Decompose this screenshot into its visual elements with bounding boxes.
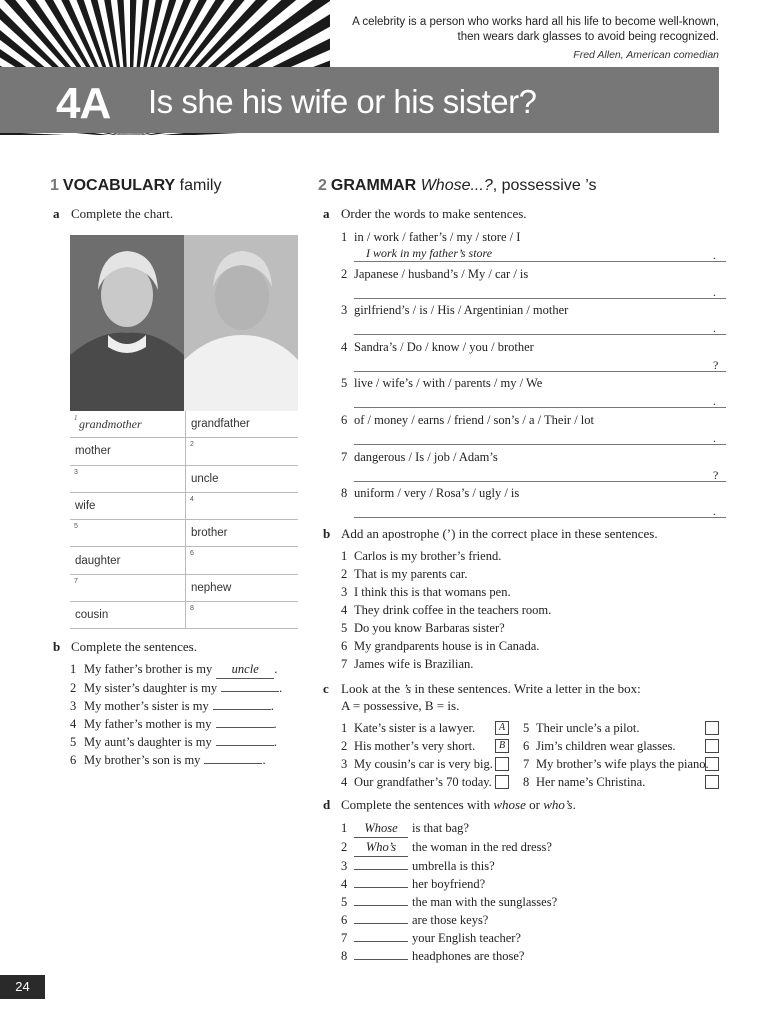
answer-box[interactable]: A bbox=[495, 721, 509, 735]
possessive-item bbox=[341, 737, 509, 755]
chart-word: daughter bbox=[75, 554, 121, 567]
unit-title: Is she his wife or his sister? bbox=[148, 83, 537, 120]
possessive-item bbox=[523, 773, 719, 791]
item-number: 6 bbox=[341, 639, 348, 653]
apostrophe-sentence bbox=[341, 583, 551, 601]
item-number: 1 bbox=[70, 662, 77, 676]
reorder-words bbox=[341, 301, 594, 319]
sentence-end: . bbox=[273, 717, 277, 731]
item-number: 6 bbox=[190, 550, 194, 558]
chart-cell-male bbox=[186, 411, 299, 438]
item-number: 5 bbox=[341, 621, 348, 635]
reorder-words bbox=[341, 484, 594, 502]
line-end: . bbox=[713, 394, 716, 409]
possessive-item bbox=[341, 773, 509, 791]
quote-author: Fred Allen, American comedian bbox=[573, 49, 719, 61]
quote-line-1: A celebrity is a person who works hard all his life to become well-known, bbox=[352, 16, 719, 28]
chart-word: mother bbox=[75, 445, 111, 458]
item-number: 4 bbox=[341, 775, 348, 789]
item-number: 3 bbox=[341, 585, 348, 599]
answer-blank[interactable]: uncle bbox=[216, 660, 274, 679]
vocab-a-instruction: a Complete the chart. bbox=[53, 206, 174, 221]
item-number: 5 bbox=[341, 376, 348, 391]
chart-cell-female bbox=[70, 602, 186, 629]
item-number: 7 bbox=[523, 757, 530, 771]
answer-box[interactable]: B bbox=[495, 739, 509, 753]
item-number: 1 bbox=[74, 414, 78, 422]
item-number: 3 bbox=[341, 303, 348, 318]
sentence-end: . bbox=[279, 681, 283, 695]
sentence-text: My grandparents house is in Canada. bbox=[354, 639, 540, 653]
chart-cell-female[interactable] bbox=[70, 574, 186, 601]
item-number: 6 bbox=[341, 913, 348, 927]
chart-cell-female[interactable] bbox=[70, 520, 186, 547]
possessive-item bbox=[523, 755, 719, 773]
line-end: . bbox=[713, 430, 716, 445]
answer-line[interactable] bbox=[354, 283, 726, 299]
possessive-item bbox=[523, 737, 719, 755]
whose-item bbox=[341, 929, 557, 947]
chart-row bbox=[70, 547, 298, 574]
item-number: 1 bbox=[341, 549, 348, 563]
answer-line[interactable] bbox=[354, 392, 726, 408]
sentence-text: Kate’s sister is a lawyer. bbox=[354, 721, 476, 735]
item-number: 7 bbox=[341, 931, 348, 945]
item-number: 4 bbox=[190, 495, 194, 503]
answer-box[interactable] bbox=[495, 775, 509, 789]
item-number: 1 bbox=[341, 230, 348, 244]
chart-word: wife bbox=[75, 500, 96, 513]
grammar-c-left-column bbox=[341, 719, 509, 791]
chart-row bbox=[70, 602, 298, 629]
item-number: 4 bbox=[341, 603, 348, 617]
reorder-prompt: Japanese / husband’s / My / car / is bbox=[354, 266, 529, 281]
whose-item bbox=[341, 819, 557, 838]
chart-row bbox=[70, 465, 298, 492]
apostrophe-sentence bbox=[341, 547, 551, 565]
page-number: 24 bbox=[0, 975, 45, 999]
reorder-words bbox=[341, 265, 594, 283]
sentence-text: your English teacher? bbox=[412, 931, 521, 945]
sentence-text: the woman in the red dress? bbox=[412, 840, 552, 854]
chart-cell-male[interactable] bbox=[186, 438, 299, 465]
quote-line-2: then wears dark glasses to avoid being recognized. bbox=[457, 31, 719, 43]
chart-cell-male bbox=[186, 520, 299, 547]
grammar-d-list bbox=[341, 819, 557, 965]
item-number: 5 bbox=[523, 721, 530, 735]
answer-blank[interactable] bbox=[213, 709, 271, 710]
item-number: 5 bbox=[341, 895, 348, 909]
sentence-text: My aunt’s daughter is my bbox=[84, 735, 212, 749]
sentence-text: is that bag? bbox=[412, 821, 469, 835]
item-number: 2 bbox=[341, 739, 348, 753]
grammar-a-list bbox=[341, 228, 719, 521]
item-number: 8 bbox=[341, 486, 348, 501]
answer-blank[interactable] bbox=[204, 763, 262, 764]
chart-cell-male[interactable] bbox=[186, 492, 299, 519]
sentence-text: That is my parents car. bbox=[354, 567, 468, 581]
reorder-prompt: dangerous / Is / job / Adam’s bbox=[354, 449, 498, 464]
sentence-text: My father’s brother is my bbox=[84, 662, 213, 676]
item-number: 3 bbox=[70, 699, 77, 713]
chart-cell-male[interactable] bbox=[186, 547, 299, 574]
apostrophe-sentence bbox=[341, 655, 551, 673]
sentence-text: James wife is Brazilian. bbox=[354, 657, 474, 671]
chart-answer: grandmother bbox=[79, 416, 142, 431]
item-number: 8 bbox=[190, 605, 194, 613]
sentence-text: Jim’s children wear glasses. bbox=[536, 739, 676, 753]
apostrophe-sentence bbox=[341, 637, 551, 655]
reorder-prompt: of / money / earns / friend / son’s / a / Their / lot bbox=[354, 412, 595, 427]
vocabulary-heading: 1 VOCABULARY family bbox=[50, 177, 222, 194]
item-number: 8 bbox=[523, 775, 530, 789]
chart-cell-male bbox=[186, 574, 299, 601]
sentence-text: are those keys? bbox=[412, 913, 489, 927]
grammar-c-key: A = possessive, B = is. bbox=[341, 698, 460, 713]
sentence-text: Our grandfather’s 70 today. bbox=[354, 775, 492, 789]
item-number: 4 bbox=[341, 339, 348, 354]
chart-word: cousin bbox=[75, 609, 109, 622]
item-number: 5 bbox=[70, 735, 77, 749]
sentence-end: . bbox=[273, 735, 277, 749]
sentence-text: My cousin’s car is very big. bbox=[354, 757, 493, 771]
apostrophe-sentence bbox=[341, 619, 551, 637]
item-number: 6 bbox=[523, 739, 530, 753]
answer-blank[interactable] bbox=[216, 745, 274, 746]
sentence-item bbox=[70, 697, 282, 715]
item-number: 6 bbox=[341, 412, 348, 427]
whose-item bbox=[341, 947, 557, 965]
reorder-item bbox=[341, 265, 716, 302]
chart-word: uncle bbox=[191, 472, 219, 485]
answer-blank[interactable] bbox=[354, 923, 408, 924]
grammar-c-instruction: c Look at the ’s in these sentences. Write a letter in the box: bbox=[323, 681, 641, 696]
sentence-end: . bbox=[262, 753, 266, 767]
answer-blank[interactable] bbox=[354, 905, 408, 906]
chart-word: grandfather bbox=[191, 418, 250, 431]
sentence-item bbox=[70, 733, 282, 751]
chart-row bbox=[70, 492, 298, 519]
reorder-words bbox=[341, 374, 594, 392]
item-number: 2 bbox=[190, 441, 194, 449]
reorder-words bbox=[341, 338, 594, 356]
possessive-item bbox=[341, 755, 509, 773]
answer-blank[interactable] bbox=[354, 887, 408, 888]
answer-box[interactable] bbox=[495, 757, 509, 771]
answer-line[interactable] bbox=[354, 466, 726, 482]
grammar-b-list bbox=[341, 547, 551, 673]
reorder-item bbox=[341, 338, 719, 375]
item-number: 2 bbox=[341, 840, 348, 854]
family-vocabulary-chart bbox=[70, 411, 298, 629]
chart-row bbox=[70, 438, 298, 465]
answer-line[interactable] bbox=[354, 319, 726, 335]
sentence-text: My mother’s sister is my bbox=[84, 699, 209, 713]
item-number: 2 bbox=[70, 681, 77, 695]
whose-item bbox=[341, 875, 557, 893]
family-photo bbox=[70, 235, 298, 411]
answer-blank[interactable] bbox=[221, 691, 279, 692]
sentence-text: Her name’s Christina. bbox=[536, 775, 646, 789]
chart-cell-male[interactable] bbox=[186, 602, 299, 629]
sentence-item bbox=[70, 660, 282, 679]
whose-item bbox=[341, 911, 557, 929]
answer-line[interactable] bbox=[354, 502, 726, 518]
answer-blank[interactable]: Who’s bbox=[354, 838, 408, 857]
item-number: 1 bbox=[341, 721, 348, 735]
grammar-a-instruction: a Order the words to make sentences. bbox=[323, 206, 527, 221]
chart-word: brother bbox=[191, 527, 228, 540]
item-number: 4 bbox=[70, 717, 77, 731]
item-number: 7 bbox=[341, 657, 348, 671]
answer-blank[interactable] bbox=[354, 869, 408, 870]
reorder-item bbox=[341, 484, 716, 521]
answer-box[interactable] bbox=[705, 757, 719, 771]
sentence-item bbox=[70, 715, 282, 733]
sentence-text: I think this is that womans pen. bbox=[354, 585, 511, 599]
item-number: 5 bbox=[74, 523, 78, 531]
chart-cell-female bbox=[70, 411, 186, 438]
line-end: ? bbox=[713, 467, 719, 482]
line-end: . bbox=[713, 284, 716, 299]
sentence-end: . bbox=[270, 699, 274, 713]
chart-cell-female bbox=[70, 547, 186, 574]
chart-row bbox=[70, 520, 298, 547]
item-number: 2 bbox=[341, 567, 348, 581]
grammar-d-instruction: d Complete the sentences with whose or who’s. bbox=[323, 797, 576, 812]
sentence-text: My brother’s wife plays the piano. bbox=[536, 757, 709, 771]
sentence-text: They drink coffee in the teachers room. bbox=[354, 603, 552, 617]
answer-blank[interactable] bbox=[216, 727, 274, 728]
answer-blank[interactable] bbox=[354, 941, 408, 942]
sentence-text: My sister’s daughter is my bbox=[84, 681, 218, 695]
answer-box[interactable] bbox=[705, 775, 719, 789]
item-number: 7 bbox=[341, 449, 348, 464]
chart-word: nephew bbox=[191, 581, 232, 594]
item-number: 2 bbox=[341, 266, 348, 281]
reorder-prompt: girlfriend’s / is / His / Argentinian / mother bbox=[354, 303, 569, 318]
chart-row bbox=[70, 574, 298, 601]
line-end: ? bbox=[713, 357, 719, 372]
sentence-text: His mother’s very short. bbox=[354, 739, 476, 753]
chart-cell-male bbox=[186, 465, 299, 492]
reorder-prompt: Sandra’s / Do / know / you / brother bbox=[354, 339, 534, 354]
sentence-item bbox=[70, 751, 282, 769]
sentence-text: Their uncle’s a pilot. bbox=[536, 721, 640, 735]
apostrophe-sentence bbox=[341, 601, 551, 619]
possessive-item bbox=[523, 719, 719, 737]
reorder-item bbox=[341, 448, 719, 485]
line-end: . bbox=[713, 504, 716, 519]
answer-box[interactable] bbox=[705, 721, 719, 735]
answer-line[interactable] bbox=[354, 356, 726, 372]
item-number: 4 bbox=[341, 877, 348, 891]
item-number: 3 bbox=[74, 468, 78, 476]
epigraph-quote bbox=[352, 15, 719, 63]
vocab-b-list bbox=[70, 660, 282, 769]
reorder-prompt: uniform / very / Rosa’s / ugly / is bbox=[354, 486, 520, 501]
answer-blank[interactable]: Whose bbox=[354, 819, 408, 838]
grammar-c-right-column bbox=[523, 719, 719, 791]
whose-item bbox=[341, 893, 557, 911]
answer-box[interactable] bbox=[705, 739, 719, 753]
reorder-item bbox=[341, 374, 716, 411]
unit-number: 4A bbox=[56, 79, 111, 128]
whose-item bbox=[341, 838, 557, 857]
line-end: . bbox=[713, 321, 716, 336]
item-number: 3 bbox=[341, 757, 348, 771]
whose-item bbox=[341, 857, 557, 875]
sentence-text: the man with the sunglasses? bbox=[412, 895, 558, 909]
reorder-prompt: in / work / father’s / my / store / I bbox=[354, 230, 521, 244]
apostrophe-sentence bbox=[341, 565, 551, 583]
sentence-text: My father’s mother is my bbox=[84, 717, 212, 731]
reorder-words bbox=[341, 228, 594, 246]
reorder-item bbox=[341, 411, 716, 448]
chart-cell-female[interactable] bbox=[70, 465, 186, 492]
reorder-item bbox=[341, 228, 716, 265]
grammar-heading: 2 GRAMMAR Whose...?, possessive ’s bbox=[318, 177, 597, 194]
sentence-text: Do you know Barbaras sister? bbox=[354, 621, 505, 635]
grammar-b-instruction: b Add an apostrophe (’) in the correct place in these sentences. bbox=[323, 526, 658, 541]
chart-cell-female bbox=[70, 438, 186, 465]
possessive-item bbox=[341, 719, 509, 737]
answer-blank[interactable] bbox=[354, 959, 408, 960]
sentence-text: Carlos is my brother’s friend. bbox=[354, 549, 502, 563]
reorder-item bbox=[341, 301, 716, 338]
chart-row bbox=[70, 411, 298, 438]
sentence-end: . bbox=[274, 662, 278, 676]
item-number: 7 bbox=[74, 577, 78, 585]
sentence-text: her boyfriend? bbox=[412, 877, 486, 891]
sentence-item bbox=[70, 679, 282, 697]
item-number: 3 bbox=[341, 859, 348, 873]
answer-line[interactable]: I work in my father’s store bbox=[354, 246, 726, 262]
item-number: 6 bbox=[70, 753, 77, 767]
reorder-prompt: live / wife’s / with / parents / my / We bbox=[354, 376, 543, 391]
vocab-b-instruction: b Complete the sentences. bbox=[53, 639, 197, 654]
sentence-text: headphones are those? bbox=[412, 949, 525, 963]
reorder-words bbox=[341, 411, 594, 429]
item-number: 8 bbox=[341, 949, 348, 963]
reorder-words bbox=[341, 448, 594, 466]
item-number: 1 bbox=[341, 821, 348, 835]
sentence-text: umbrella is this? bbox=[412, 859, 495, 873]
line-end: . bbox=[713, 248, 716, 262]
sentence-text: My brother’s son is my bbox=[84, 753, 201, 767]
chart-cell-female bbox=[70, 492, 186, 519]
answer-line[interactable] bbox=[354, 429, 726, 445]
